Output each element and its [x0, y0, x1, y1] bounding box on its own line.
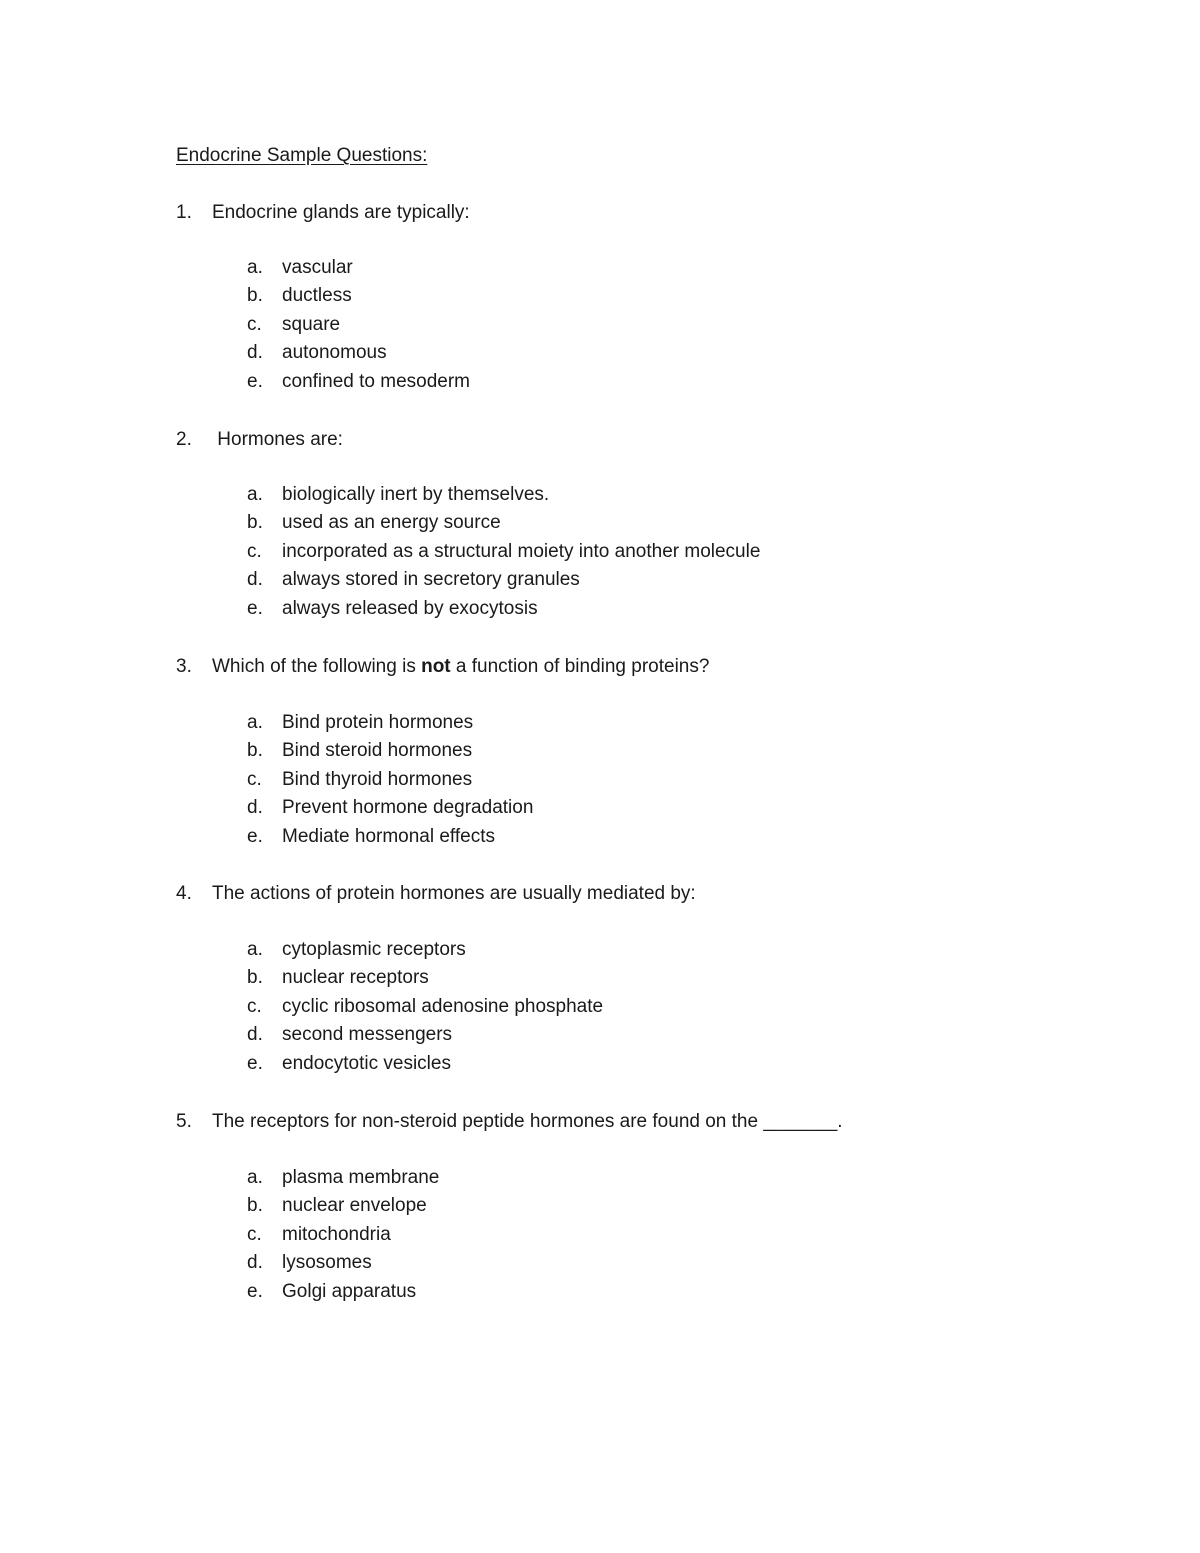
option-letter: c. [247, 768, 262, 790]
option-letter: e. [247, 1052, 263, 1074]
option-3e [247, 823, 533, 851]
option-letter: a. [247, 484, 263, 505]
question-text-after: a function of binding proteins? [450, 656, 710, 677]
question-2 [176, 429, 343, 451]
option-text: Bind thyroid hormones [282, 768, 473, 790]
option-text: confined to mesoderm [282, 370, 470, 392]
option-text: square [282, 313, 341, 335]
option-text: ductless [282, 285, 352, 307]
question-number: 5. [176, 1111, 192, 1132]
option-text: nuclear envelope [282, 1195, 427, 1217]
option-text: endocytotic vesicles [282, 1052, 451, 1074]
option-letter: c. [247, 540, 262, 562]
option-letter: c. [247, 313, 262, 335]
option-letter: d. [247, 569, 263, 591]
option-4c [247, 993, 603, 1021]
option-2a [247, 481, 760, 509]
option-text: always released by exocytosis [282, 597, 538, 619]
option-text: used as an energy source [282, 512, 501, 534]
option-text: nuclear receptors [282, 967, 429, 989]
question-text: The actions of protein hormones are usually mediated by: [212, 883, 696, 904]
option-text: autonomous [282, 342, 387, 364]
option-letter: a. [247, 939, 263, 960]
question-5 [176, 1111, 843, 1133]
question-number: 1. [176, 202, 192, 223]
option-letter: e. [247, 825, 263, 847]
option-letter: b. [247, 967, 263, 989]
option-5b [247, 1192, 439, 1220]
question-number: 3. [176, 656, 192, 677]
question-number: 4. [176, 883, 192, 904]
option-text: Mediate hormonal effects [282, 825, 495, 847]
option-letter: a. [247, 712, 263, 733]
option-4d [247, 1021, 603, 1049]
question-text: Hormones are: [212, 429, 343, 450]
option-5d [247, 1249, 439, 1277]
option-text: biologically inert by themselves. [282, 484, 550, 505]
option-letter: c. [247, 995, 262, 1017]
options-list-1 [247, 254, 470, 396]
option-text: vascular [282, 257, 353, 278]
option-letter: e. [247, 1280, 263, 1302]
option-2d [247, 566, 760, 594]
question-text-emphasis: not [421, 656, 451, 677]
options-list-4 [247, 936, 603, 1078]
option-5c [247, 1221, 439, 1249]
options-list-5 [247, 1164, 439, 1306]
question-text: Endocrine glands are typically: [212, 202, 470, 223]
option-text: always stored in secretory granules [282, 569, 580, 591]
option-text: incorporated as a structural moiety into another molecule [282, 540, 761, 562]
document-title: Endocrine Sample Questions: [176, 145, 428, 166]
option-1b [247, 282, 470, 310]
option-letter: d. [247, 342, 263, 364]
option-text: lysosomes [282, 1252, 372, 1274]
option-letter: a. [247, 257, 263, 278]
option-text: Bind steroid hormones [282, 740, 473, 762]
option-3d [247, 794, 533, 822]
option-1d [247, 339, 470, 367]
option-1a [247, 254, 470, 282]
option-text: second messengers [282, 1024, 453, 1046]
option-letter: b. [247, 740, 263, 762]
option-letter: b. [247, 512, 263, 534]
option-3b [247, 737, 533, 765]
option-2e [247, 595, 760, 623]
question-text-before: Which of the following is [212, 656, 422, 677]
option-text: Golgi apparatus [282, 1280, 417, 1302]
option-letter: d. [247, 797, 263, 819]
question-number: 2. [176, 429, 192, 450]
question-text: The receptors for non-steroid peptide hormones are found on the _______. [212, 1111, 843, 1132]
option-letter: b. [247, 1195, 263, 1217]
option-letter: a. [247, 1167, 263, 1188]
option-text: Bind protein hormones [282, 712, 474, 733]
option-4b [247, 964, 603, 992]
option-3c [247, 766, 533, 794]
options-list-3 [247, 709, 533, 851]
option-letter: d. [247, 1252, 263, 1274]
option-3a [247, 709, 533, 737]
option-letter: e. [247, 370, 263, 392]
option-1c [247, 311, 470, 339]
option-4a [247, 936, 603, 964]
option-text: plasma membrane [282, 1167, 440, 1188]
option-5e [247, 1278, 439, 1306]
option-1e [247, 368, 470, 396]
option-text: mitochondria [282, 1223, 391, 1245]
option-2b [247, 509, 760, 537]
question-4 [176, 883, 696, 905]
options-list-2 [247, 481, 760, 623]
option-2c [247, 538, 760, 566]
option-text: cyclic ribosomal adenosine phosphate [282, 995, 604, 1017]
option-5a [247, 1164, 439, 1192]
question-1 [176, 202, 470, 224]
option-text: cytoplasmic receptors [282, 939, 466, 960]
question-3 [176, 656, 709, 678]
option-letter: c. [247, 1223, 262, 1245]
option-letter: d. [247, 1024, 263, 1046]
option-4e [247, 1050, 603, 1078]
option-letter: b. [247, 285, 263, 307]
option-letter: e. [247, 597, 263, 619]
question-text [212, 656, 709, 677]
option-text: Prevent hormone degradation [282, 797, 534, 819]
